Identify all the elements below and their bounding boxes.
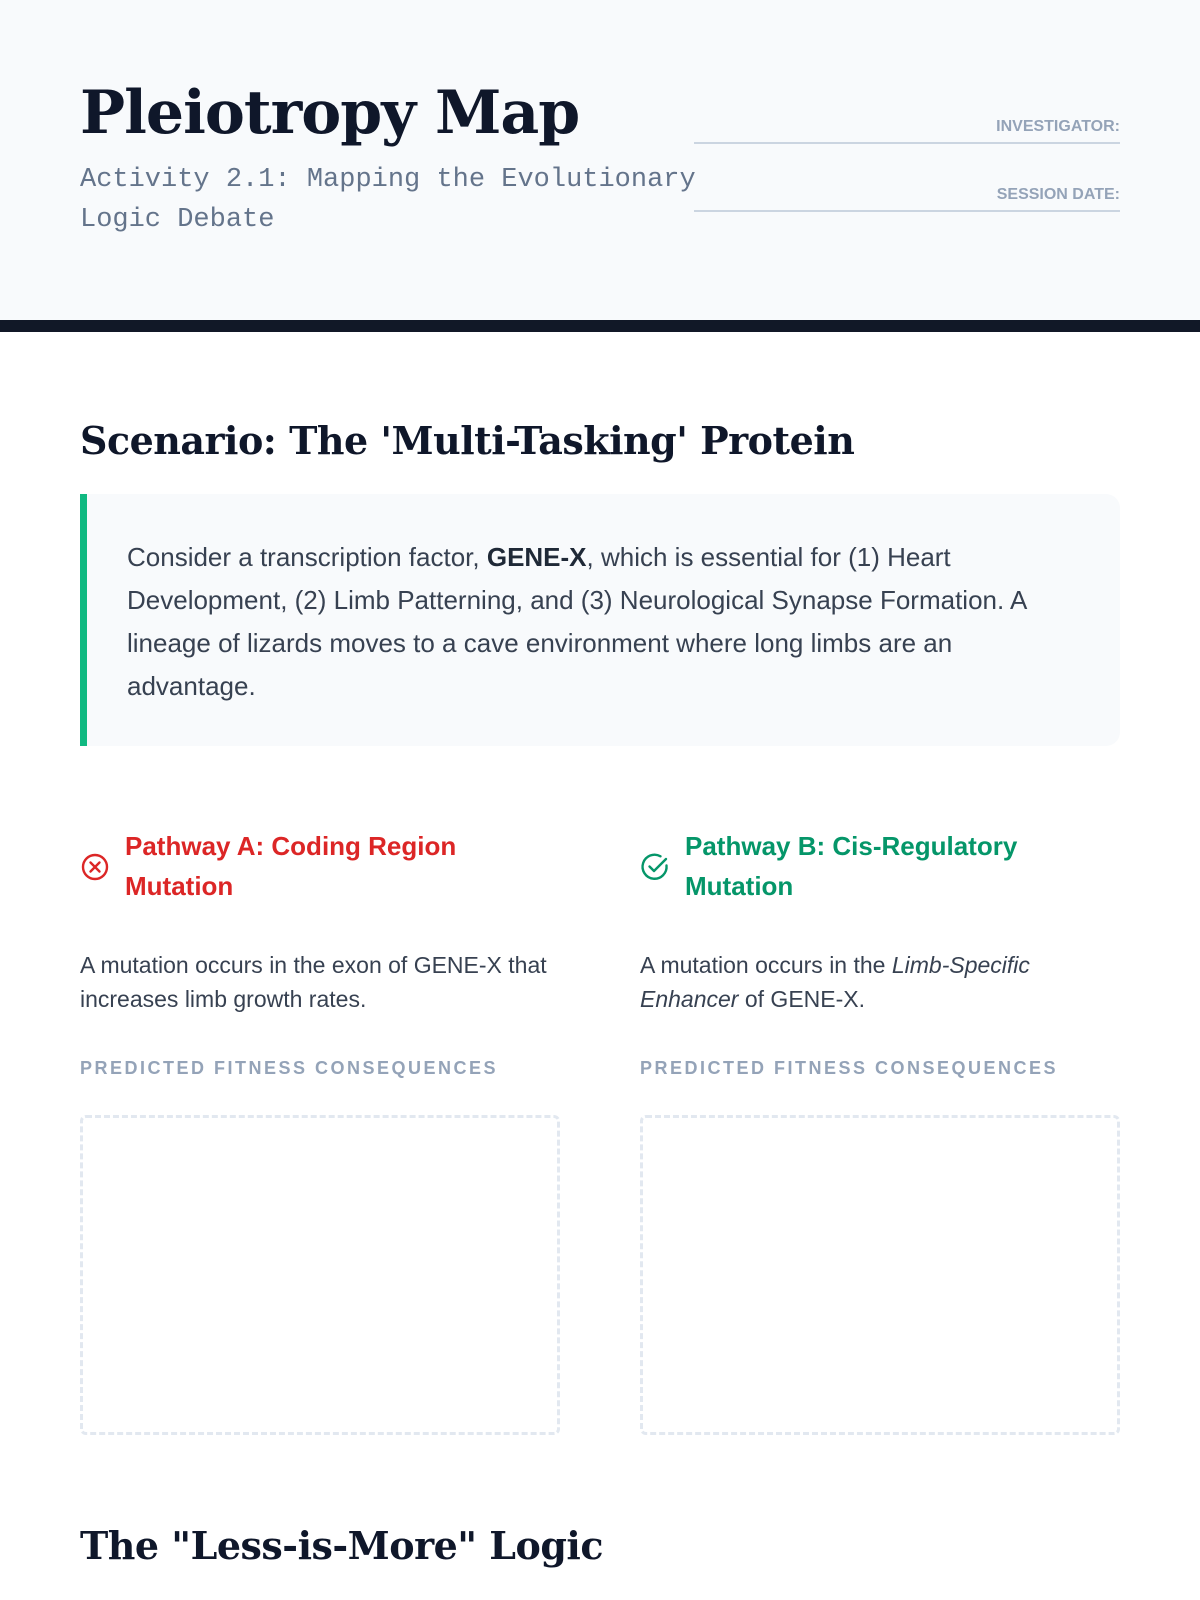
investigator-field[interactable]	[694, 118, 1120, 144]
pathway-b-consequences-label: PREDICTED FITNESS CONSEQUENCES	[640, 1058, 1059, 1078]
x-circle-icon	[80, 852, 110, 882]
pathway-a	[80, 826, 560, 1435]
worksheet-header	[0, 0, 1200, 332]
page-subtitle: Activity 2.1: Mapping the Evolutionary Logic Debate	[80, 165, 696, 235]
pathway-a-title: Pathway A: Coding Region Mutation	[125, 831, 457, 901]
check-circle-icon	[640, 852, 670, 882]
session-date-field[interactable]	[694, 186, 1120, 212]
pathway-a-header	[80, 826, 560, 906]
enhancer-term: Limb-Specific Enhancer	[640, 952, 1030, 1012]
gene-name: GENE-X	[486, 542, 587, 572]
pathway-a-consequences-label: PREDICTED FITNESS CONSEQUENCES	[80, 1058, 499, 1078]
session-date-label: SESSION DATE:	[996, 186, 1120, 203]
pathway-a-description: A mutation occurs in the exon of GENE-X that increases limb growth rates.	[80, 952, 547, 1012]
scenario-card	[80, 494, 1120, 746]
scenario-title: Scenario: The 'Multi-Tasking' Protein	[80, 418, 855, 463]
scenario-text: Consider a transcription factor, GENE-X, which is essential for (1) Heart Development, (2) Limb Patterning, and (3) Neurological Synapse Formation. A lineage of lizards moves to a cave environment where long limbs are an advantage.	[127, 542, 1026, 701]
investigator-label: INVESTIGATOR:	[996, 118, 1120, 135]
pathway-b	[640, 826, 1120, 1435]
pathway-b-description: A mutation occurs in the Limb-Specific Enhancer of GENE-X.	[640, 952, 1030, 1012]
pathway-a-answer-box[interactable]	[80, 1115, 560, 1435]
pathway-b-answer-box[interactable]	[640, 1115, 1120, 1435]
logic-section-title: The "Less-is-More" Logic	[80, 1523, 604, 1568]
pathway-b-header	[640, 826, 1120, 906]
pathway-b-title: Pathway B: Cis-Regulatory Mutation	[685, 831, 1018, 901]
page-title: Pleiotropy Map	[80, 78, 580, 148]
